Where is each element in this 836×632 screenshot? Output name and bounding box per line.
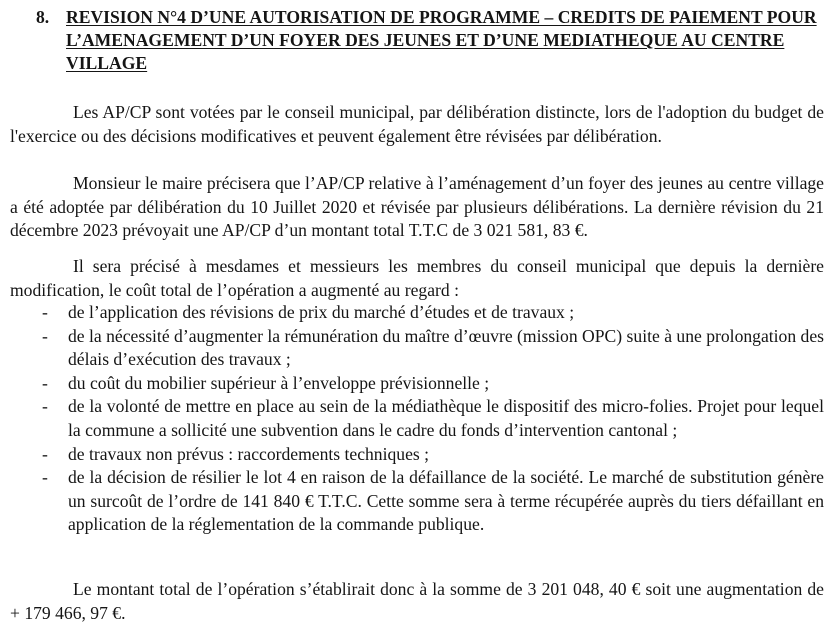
list-item (10, 301, 824, 325)
list-item-text: du coût du mobilier supérieur à l’enveloppe prévisionnelle ; (68, 372, 490, 393)
section-number: 8. (36, 7, 50, 27)
list-item (10, 443, 824, 467)
list-dash: - (42, 443, 48, 464)
list-item-text: de travaux non prévus : raccordements techniques ; (68, 443, 430, 464)
list-item-text: de la volonté de mettre en place au sein de la médiathèque le dispositif des micro-folies. Projet pour lequel la commune a sollicité une subvention dans le cadre du fonds d’intervention cantonal ; (68, 396, 824, 440)
list-item-text: de l’application des révisions de prix du marché d’études et de travaux ; (68, 302, 575, 322)
list-item (10, 372, 824, 396)
list-item (10, 466, 824, 537)
list-item (10, 325, 824, 372)
list-dash: - (42, 302, 48, 322)
paragraph-cost-increase-intro: Il sera précisé à mesdames et messieurs les membres du conseil municipal que depuis la dernière modification, le coût total de l’opération a augmenté au regard : (10, 256, 824, 300)
list-item (10, 395, 824, 442)
paragraph-apcp-vote: Les AP/CP sont votées par le conseil municipal, par délibération distincte, lors de l'adoption du budget de l'exercice ou des décisions modificatives et peuvent également être révisées par délibération. (10, 102, 824, 146)
paragraph-apcp-history: Monsieur le maire précisera que l’AP/CP relative à l’aménagement d’un foyer des jeunes au centre village a été adoptée par délibération du 10 Juillet 2020 et révisée par plusieurs délibérations. La dernière révision du 21 décembre 2023 prévoyait une AP/CP d’un montant total T.T.C de 3 021 581, 83 €. (10, 173, 824, 241)
list-dash: - (42, 396, 48, 417)
cost-increase-reasons-list (10, 301, 824, 537)
list-dash: - (42, 372, 48, 393)
list-dash: - (42, 325, 48, 346)
paragraph-total-amount: Le montant total de l’opération s’établirait donc à la somme de 3 201 048, 40 € soit une augmentation de + 179 466, 97 €. (10, 579, 824, 623)
list-item-text: de la nécessité d’augmenter la rémunération du maître d’œuvre (mission OPC) suite à une prolongation des délais d’exécution des travaux ; (68, 325, 824, 370)
section-title: REVISION N°4 D’UNE AUTORISATION DE PROGRAMME – CREDITS DE PAIEMENT POUR L’AMENAGEMENT D’UN FOYER DES JEUNES ET D’UNE MEDIATHEQUE AU CENTRE VILLAGE (66, 7, 817, 73)
list-dash: - (42, 467, 48, 488)
list-item-text: de la décision de résilier le lot 4 en raison de la défaillance de la société. Le marché de substitution génère un surcoût de l’ordre de 141 840 € T.T.C. Cette somme sera à terme récupérée auprès du tiers défaillant en application de la réglementation de la commande publique. (68, 467, 824, 535)
